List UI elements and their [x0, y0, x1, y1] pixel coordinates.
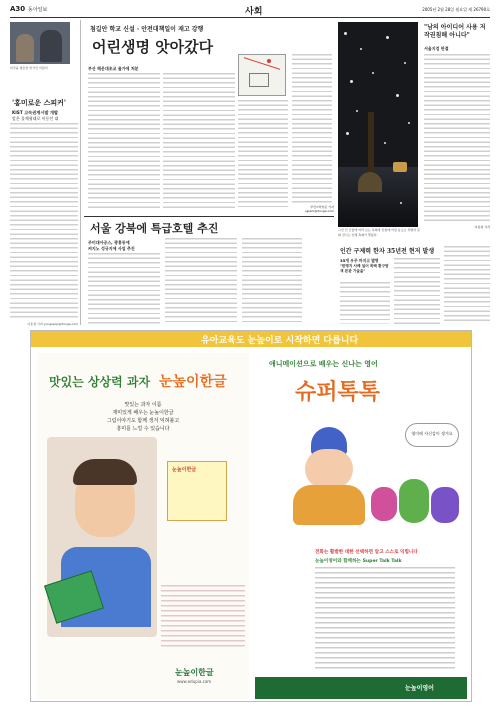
left-headline: '홍미로운 스피커'	[12, 98, 67, 107]
ad-right-product: 슈퍼톡톡	[295, 380, 381, 405]
ad-right-bubble: 영어에 자신감이 생겨요	[405, 423, 459, 447]
map-graphic	[238, 54, 286, 96]
ad-left-brand: 눈높이한글	[175, 668, 214, 677]
ad-left-tagline-4: 흥미를 느낄 수 있습니다	[116, 426, 170, 432]
left-byline: 이용섭 기자 yongseop@donga.com	[27, 322, 78, 326]
ad-left-tagline-1: 맛있는 과자 이름	[124, 402, 162, 408]
shortage-body-col1	[340, 282, 390, 324]
ad-book	[167, 461, 227, 521]
left-photo-caption: 미국을 방문한 한국인 어린이	[10, 66, 48, 70]
ad-banner	[31, 331, 471, 347]
page-header	[10, 4, 490, 18]
issue-date: 2005년 2월 28일 월요일 제 26790호	[422, 7, 490, 12]
top-subhead: 부산 해운대초교 물가에 처분	[88, 66, 139, 71]
shortage-body-col2	[394, 258, 440, 324]
ad-left-panel[interactable]	[37, 353, 249, 699]
top-body-col3	[238, 100, 288, 210]
right-subhead: 서울지검 판결	[424, 46, 449, 51]
mid-body-col2	[165, 238, 237, 324]
column-divider	[80, 20, 81, 325]
ad-left-title-1: 맛있는 상상력 과자	[49, 375, 151, 389]
ad-right-panel[interactable]	[255, 353, 467, 699]
advertisement[interactable]	[30, 330, 472, 702]
shortage-subhead-1: 35개 우주 마지고 발명	[340, 258, 379, 263]
top-kicker: 첨길안 학교 신설 · 안전대책일이 재고 강행	[90, 26, 204, 33]
shortage-body-col3	[444, 246, 490, 324]
ad-banner-text: 유아교육도 눈높이로 시작하면 다릅니다	[201, 336, 359, 346]
night-street-photo	[338, 22, 418, 227]
mid-subhead-2: 켜지노 성규지에 사업 추진	[88, 246, 135, 251]
ad-left-tagline-2: 재미있게 배우는 눈높이한글	[112, 410, 174, 416]
ad-book-label: 눈높이한글	[172, 467, 197, 473]
photo-caption: 그림 인 간물에 바라 보는 목회에 신첩에 어린 동포요 특별히 문화 전시도 인해 축제가 열렸다.	[338, 228, 420, 237]
creatures-illustration	[371, 457, 461, 537]
left-subhead: KIST 고속권계시발 개발	[12, 110, 58, 115]
mid-body-col1	[88, 253, 160, 325]
ad-right-footer	[255, 677, 467, 699]
ad-right-details	[315, 567, 455, 671]
right-body	[424, 54, 490, 224]
ad-left-footer	[37, 653, 249, 699]
shortage-subhead-2: "한명지 사례 일어 목백 환구탐색 본관 기술을"	[340, 264, 389, 273]
child-photo	[47, 437, 157, 637]
right-byline: 이용섭 기자	[474, 225, 490, 229]
ad-left-tagline-3: 그림이야기도 함께 생겨 익혀볼고	[106, 418, 180, 424]
section-title: 사회	[245, 7, 263, 17]
ad-right-info-2: 눈높이영어와 함께하는 Super Talk Talk	[315, 559, 402, 564]
mid-body-col3	[242, 238, 302, 324]
left-body	[10, 123, 78, 321]
ad-right-title: 애니메이션으로 배우는 신나는 영어	[269, 360, 378, 368]
mid-headline: 서울 강북에 특급호텔 추진	[90, 222, 219, 235]
left-dek: 앞은 물체형태로 이동인 대	[12, 116, 59, 121]
paper-name: 동아일보	[28, 7, 48, 13]
left-photo	[10, 22, 70, 64]
page-number: A30	[10, 5, 26, 13]
ad-left-title-2: 눈높이한글	[159, 374, 227, 390]
ad-right-brand: 눈높이영어	[405, 685, 434, 692]
top-byline: 부산=박상준 기자 sjpark@donga.com	[305, 205, 334, 213]
ad-left-info	[161, 585, 245, 647]
right-headline: "남의 아이디어 사용 저작권침해 아니다"	[424, 24, 486, 39]
story-rule	[84, 216, 334, 217]
ad-right-info-1: 전화는 활발한 대한 선택하면 알고 스스로 익힘니다	[315, 550, 418, 555]
mid-subhead-1: 주미대아공스, 광흥동에	[88, 240, 130, 245]
ad-left-url[interactable]: www.edupia.com	[177, 679, 212, 684]
top-body-col2	[163, 73, 235, 211]
wizard-illustration	[285, 427, 373, 527]
top-headline: 어린생명 앗아갔다	[92, 38, 214, 56]
top-body-col4	[292, 54, 332, 204]
top-body-col1	[88, 73, 160, 211]
shortage-headline: 인간 구제력 한자 35년전 현저 발생	[340, 248, 435, 255]
